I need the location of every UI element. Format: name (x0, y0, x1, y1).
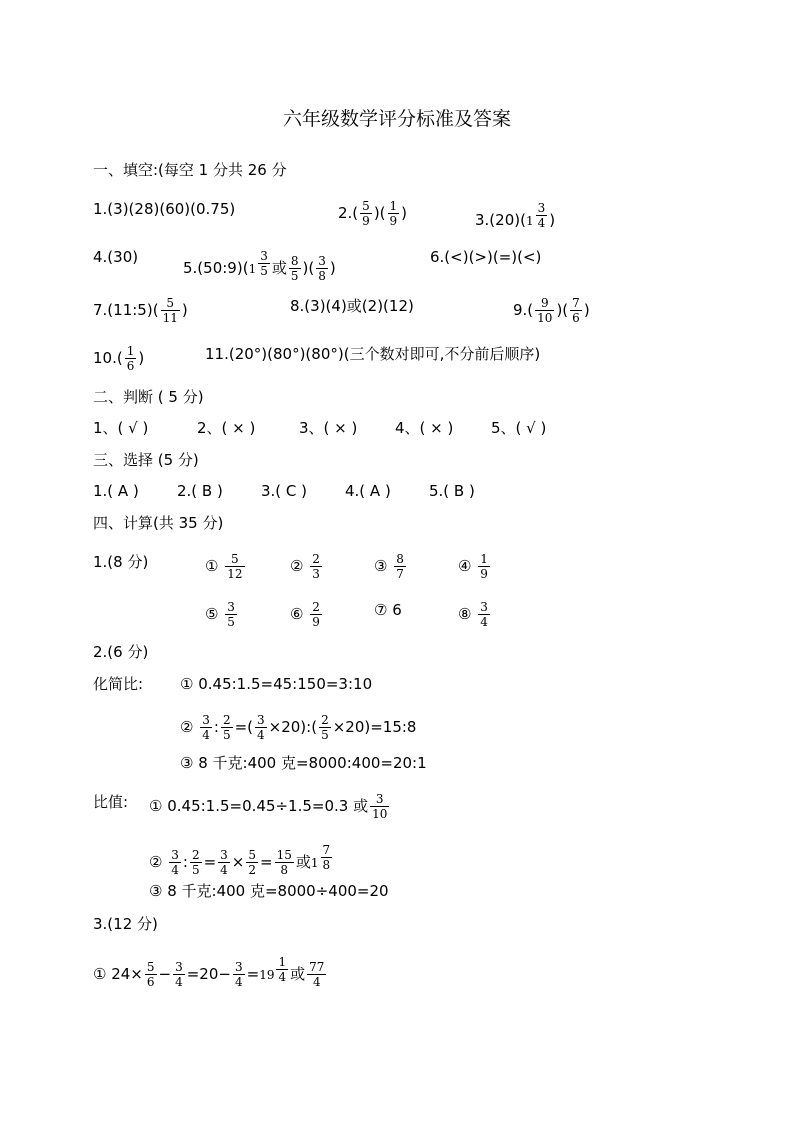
denominator: 2 (248, 863, 257, 877)
item-marker: ⑦ (374, 601, 388, 619)
denominator: 9 (389, 214, 398, 228)
fraction (535, 296, 554, 325)
denominator: 4 (537, 215, 546, 230)
item-marker: ⑤ (205, 605, 219, 623)
fill-q9-mid: )( (556, 301, 569, 319)
choose-answer-2: 2.( B ) (177, 482, 223, 500)
fraction (161, 296, 180, 325)
numerator: 3 (202, 713, 210, 727)
mixed-number (526, 199, 549, 231)
fill-q10 (93, 344, 144, 373)
colon: : (213, 718, 219, 736)
numerator: 1 (126, 344, 135, 358)
choose-answer-1: 1.( A ) (93, 482, 139, 500)
item-marker: ② (290, 557, 304, 575)
fill-q9-label: 9.( (513, 301, 534, 319)
denominator: 12 (227, 567, 243, 581)
numerator: 9 (535, 296, 554, 311)
fill-q5-mid: )( (302, 259, 315, 277)
fraction (536, 201, 548, 230)
or-word: 或 (271, 259, 287, 277)
section-fill-heading: 一、填空:(每空 1 分共 26 分 (93, 161, 287, 179)
ratio-step-1 (149, 792, 391, 821)
whole-part: 1 (525, 214, 534, 228)
calc1-item-2 (290, 552, 324, 581)
or-word: 或 (290, 965, 306, 983)
numerator: 3 (234, 960, 243, 974)
denominator: 4 (234, 975, 243, 989)
calc1-item-7 (374, 600, 402, 620)
fill-q2 (338, 199, 407, 228)
numerator: 2 (312, 600, 320, 614)
numerator: 5 (161, 296, 180, 311)
minus: − (158, 965, 172, 983)
whole-part: 19 (259, 968, 275, 982)
section-calc-heading: 四、计算(共 35 分) (93, 514, 224, 532)
denominator: 8 (280, 863, 289, 877)
mixed-number (249, 247, 272, 279)
denominator: 4 (202, 728, 210, 742)
item-marker: ② (149, 853, 163, 871)
fraction (169, 848, 181, 877)
denominator: 5 (321, 728, 329, 742)
denominator: 5 (260, 263, 268, 278)
calc1-item-8 (458, 600, 492, 629)
fraction (173, 960, 185, 989)
numerator: 15 (276, 848, 292, 862)
ratio-step-3: ③ 8 千克:400 克=8000÷400=20 (149, 882, 389, 900)
choose-answer-3: 3.( C ) (261, 482, 308, 500)
fill-q5-label: 5.(50:9)( (183, 259, 249, 277)
denominator: 9 (312, 615, 320, 629)
numerator: 8 (290, 254, 299, 268)
fraction (310, 552, 322, 581)
calc1-item-4 (458, 552, 492, 581)
equals: =( (234, 718, 253, 736)
fraction (394, 552, 406, 581)
numerator: 1 (278, 954, 287, 969)
equals: = (203, 853, 217, 871)
calc1-item-3 (374, 552, 408, 581)
fraction (321, 843, 333, 872)
ratio-step-2 (149, 841, 334, 877)
denominator: 4 (480, 615, 488, 629)
numerator: 3 (171, 848, 179, 862)
calc1-item-1 (205, 552, 247, 581)
equals: = (260, 853, 273, 871)
numerator: 1 (480, 552, 488, 566)
denominator: 9 (362, 214, 370, 228)
denominator: 5 (227, 615, 235, 629)
numerator: 2 (312, 552, 320, 566)
fraction (225, 552, 244, 581)
item-marker: ④ (458, 557, 472, 575)
fill-q9-end: ) (583, 301, 590, 319)
or-word: 或 (295, 853, 311, 871)
expression-part: ×20):( (268, 718, 318, 736)
fraction (225, 600, 237, 629)
judge-answer-4: 4、( × ) (395, 419, 454, 437)
item-value: 6 (392, 601, 402, 619)
fill-q7 (93, 296, 188, 325)
numerator: 3 (537, 200, 546, 215)
section-judge-heading: 二、判断 ( 5 分) (93, 388, 204, 406)
numerator: 3 (175, 960, 183, 974)
fraction (307, 960, 326, 989)
judge-answer-2: 2、( × ) (197, 419, 256, 437)
denominator: 7 (396, 567, 404, 581)
fraction (145, 960, 157, 989)
fill-q3-label: 3.(20)( (475, 211, 526, 229)
denominator: 9 (480, 567, 488, 581)
denominator: 8 (322, 857, 331, 872)
simplify-step-1: ① 0.45:1.5=45:150=3:10 (180, 675, 373, 693)
fraction (276, 955, 288, 984)
fraction (200, 713, 212, 742)
numerator: 3 (480, 600, 488, 614)
fill-q5-end: ) (329, 259, 336, 277)
calc1-label: 1.(8 分) (93, 553, 149, 571)
denominator: 5 (290, 269, 299, 283)
mixed-number (259, 953, 290, 985)
denominator: 6 (146, 975, 155, 989)
ratio-label: 比值: (93, 793, 129, 811)
fraction (275, 848, 294, 877)
numerator: 7 (322, 842, 331, 857)
simplify-label: 化简比: (93, 675, 144, 693)
choose-answer-4: 4.( A ) (345, 482, 391, 500)
fill-q8: 8.(3)(4)或(2)(12) (290, 297, 414, 315)
fraction (388, 199, 400, 228)
denominator: 6 (126, 359, 135, 373)
numerator: 3 (318, 254, 326, 268)
denominator: 4 (175, 975, 183, 989)
fraction (316, 254, 328, 283)
judge-answer-5: 5、( √ ) (491, 419, 547, 437)
item-marker: ③ (374, 557, 388, 575)
fraction (258, 249, 270, 278)
choose-answer-5: 5.( B ) (429, 482, 475, 500)
fraction (221, 713, 233, 742)
denominator: 4 (257, 728, 265, 742)
denominator: 4 (312, 975, 321, 989)
fill-q2-mid: )( (373, 204, 386, 222)
fraction (360, 199, 372, 228)
numerator: 5 (225, 552, 244, 567)
calc1-item-6 (290, 600, 324, 629)
denominator: 5 (191, 863, 200, 877)
denominator: 4 (171, 863, 179, 877)
fill-q3-end: ) (549, 211, 556, 229)
fraction (125, 344, 137, 373)
item-marker: ⑧ (458, 605, 472, 623)
denominator: 10 (372, 807, 388, 821)
numerator: 2 (222, 713, 231, 727)
page-title: 六年级数学评分标准及答案 (282, 108, 511, 130)
numerator: 5 (362, 199, 370, 213)
denominator: 3 (312, 567, 320, 581)
denominator: 6 (572, 311, 580, 325)
numerator: 1 (389, 199, 398, 213)
fraction (319, 713, 331, 742)
fraction (218, 848, 230, 877)
judge-answer-3: 3、( × ) (299, 419, 358, 437)
mixed-number (311, 841, 334, 873)
item-marker: ① (205, 557, 219, 575)
fill-q11: 11.(20°)(80°)(80°)(三个数对即可,不分前后顺序) (205, 345, 541, 363)
denominator: 4 (278, 969, 287, 984)
denominator: 8 (318, 269, 326, 283)
fill-q3 (475, 199, 555, 231)
equals: = (246, 965, 260, 983)
numerator: 3 (227, 600, 235, 614)
denominator: 5 (222, 728, 231, 742)
fill-q9 (513, 296, 590, 325)
fill-q7-label: 7.(11:5)( (93, 301, 159, 319)
fill-q5 (183, 247, 336, 283)
fill-q2-label: 2.( (338, 204, 359, 222)
calc2-label: 2.(6 分) (93, 643, 149, 661)
whole-part: 1 (310, 856, 319, 870)
numerator: 2 (191, 848, 200, 862)
item-marker: ② (180, 718, 194, 736)
fill-q6: 6.(<)(>)(=)(<) (430, 248, 542, 266)
colon: : (182, 853, 188, 871)
expression-part: =20− (186, 965, 231, 983)
expression-part: ① 0.45:1.5=0.45÷1.5=0.3 或 (149, 797, 369, 815)
fill-q10-label: 10.( (93, 349, 123, 367)
denominator: 11 (162, 311, 178, 325)
fraction (478, 600, 490, 629)
numerator: 3 (257, 713, 265, 727)
fraction (370, 792, 389, 821)
denominator: 4 (220, 863, 228, 877)
calc3-label: 3.(12 分) (93, 915, 158, 933)
numerator: 3 (220, 848, 228, 862)
fraction (246, 848, 258, 877)
fill-q7-end: ) (181, 301, 188, 319)
simplify-step-3: ③ 8 千克:400 克=8000:400=20:1 (180, 754, 427, 772)
judge-answer-1: 1、( √ ) (93, 419, 149, 437)
fraction (478, 552, 490, 581)
fill-q1: 1.(3)(28)(60)(0.75) (93, 200, 236, 218)
simplify-step-2 (180, 713, 416, 742)
fill-q10-end: ) (138, 349, 145, 367)
times: × (231, 853, 245, 871)
numerator: 8 (396, 552, 404, 566)
numerator: 2 (321, 713, 329, 727)
fraction (190, 848, 202, 877)
calc1-item-5 (205, 600, 239, 629)
section-choose-heading: 三、选择 (5 分) (93, 451, 199, 469)
fraction (289, 254, 301, 283)
numerator: 7 (572, 296, 580, 310)
numerator: 5 (248, 848, 257, 862)
fraction (233, 960, 245, 989)
fill-q2-end: ) (401, 204, 408, 222)
fraction (310, 600, 322, 629)
denominator: 10 (537, 311, 553, 325)
fill-q4: 4.(30) (93, 248, 139, 266)
numerator: 77 (309, 960, 325, 974)
calc3-expression-1 (93, 953, 328, 989)
fraction (255, 713, 267, 742)
expression-part: ① 24× (93, 965, 143, 983)
numerator: 3 (370, 792, 389, 807)
whole-part: 1 (248, 262, 257, 276)
item-marker: ⑥ (290, 605, 304, 623)
numerator: 5 (146, 960, 155, 974)
expression-part: ×20)=15:8 (332, 718, 417, 736)
fraction (570, 296, 582, 325)
numerator: 3 (260, 248, 268, 263)
